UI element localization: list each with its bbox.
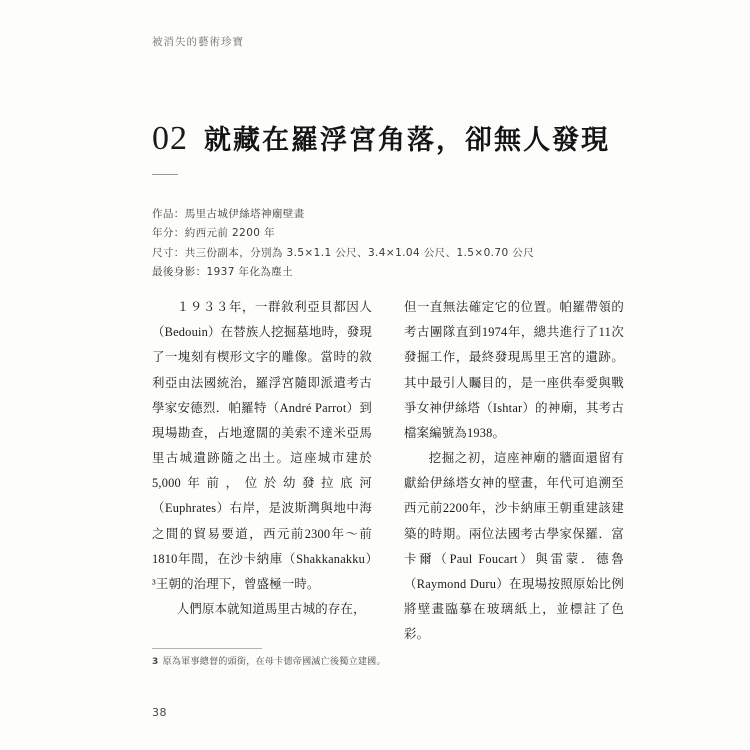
meta-year: 年分：約西元前 2200 年 — [152, 227, 275, 240]
column-left — [152, 295, 372, 647]
chapter-title: 就藏在羅浮宮角落，卻無人發現 — [204, 125, 610, 155]
footnote — [152, 655, 622, 670]
artwork-metadata — [152, 205, 632, 283]
meta-work: 作品：馬里古城伊絲塔神廟壁畫 — [152, 208, 305, 220]
page-number: 38 — [152, 706, 167, 719]
chapter-number: 02 — [152, 120, 188, 157]
paragraph: 人們原本就知道馬里古城的存在， — [176, 602, 366, 617]
meta-size: 尺寸：共三份副本，分別為 3.5×1.1 公尺、3.4×1.04 公尺、1.5×0.70 公尺 — [152, 246, 535, 259]
paragraph: 挖掘之初，這座神廟的牆面還留有獻給伊絲塔女神的壁畫，年代可追溯至西元前2200年，沙卡納庫王朝重建該建築的時期。兩位法國考古學家保羅．富卡爾（Paul Foucart）與雷蒙．德魯（Raymond Duru）在現場按照原始比例將壁畫臨摹在玻璃紙上，並標註了色彩。 — [404, 451, 624, 642]
running-head: 被消失的藝術珍寶 — [152, 36, 244, 48]
column-right — [404, 295, 624, 647]
title-divider — [152, 174, 178, 175]
meta-fate: 最後身影：1937 年化為塵土 — [152, 266, 294, 279]
footnote-number: 3 — [152, 657, 159, 667]
paragraph: １９３３年，一群敘利亞貝都因人（Bedouin）在替族人挖掘墓地時，發現了一塊刻有楔形文字的雕像。當時的敘利亞由法國統治，羅浮宮隨即派遣考古學家安德烈．帕羅特（André Parrot）到現場勘查，占地遼闊的美索不達米亞馬里古城遺跡隨之出土。這座城市建於5,000年前，位於幼發拉底河（Euphrates）右岸，是波斯灣與地中海之間的貿易要道，西元前2300年～前1810年間，在沙卡納庫（Shakkanakku）³王朝的治理下，曾盛極一時。 — [152, 300, 372, 591]
footnote-divider — [152, 648, 262, 649]
chapter-title-block — [152, 118, 622, 175]
footnote-text: 原為軍事總督的頭銜，在母卡德帝國滅亡後獨立建國。 — [162, 657, 386, 667]
body-columns — [152, 295, 624, 647]
chapter-heading — [152, 118, 622, 158]
paragraph: 但一直無法確定它的位置。帕羅帶領的考古團隊直到1974年，總共進行了11次發掘工作，最終發現馬里王宮的遺跡。其中最引人矚目的，是一座供奉愛與戰爭女神伊絲塔（Ishtar）的神廟，其考古檔案編號為1938。 — [404, 300, 624, 440]
